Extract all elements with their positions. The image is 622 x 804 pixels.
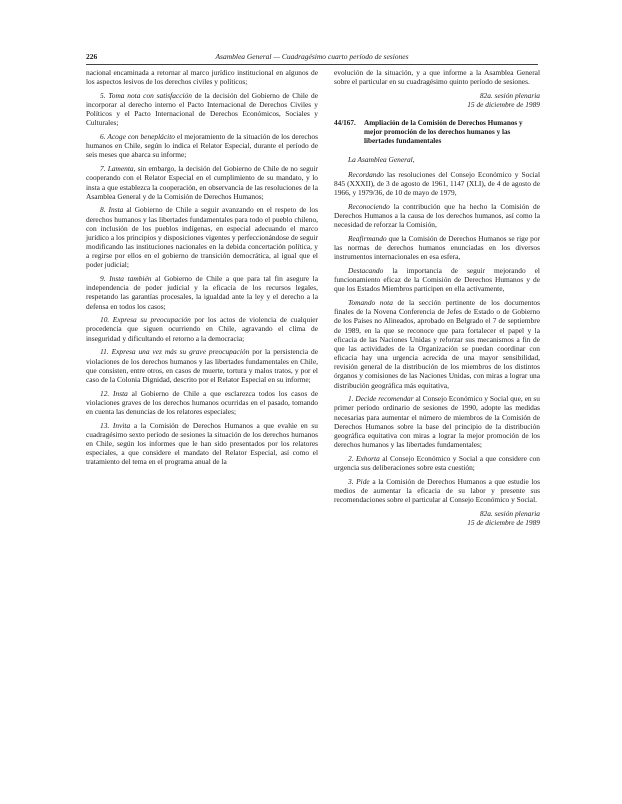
paragraph-text: que la Comisión de Derechos Humanos se rige por las normas de derechos humanos enunciadas en los diversos instrumentos internacionales en esa esfera, [334, 233, 540, 262]
session-date: 15 de diciembre de 1989 [467, 100, 540, 110]
paragraph-lead: 11. Expresa una vez más su grave preocupación [100, 347, 250, 357]
paragraph-lead: 10. Expresa su preocupación [100, 315, 191, 325]
paragraph [86, 347, 318, 384]
paragraph [334, 170, 540, 197]
paragraph [86, 274, 318, 311]
assembly-lead: La Asamblea General, [348, 154, 415, 164]
paragraph-text: la contribución que ha hecho la Comisión de Derechos Humanos a la causa de los derechos humanos, así como la necesidad de reforzar la Comisión, [334, 201, 540, 230]
paragraph [86, 164, 318, 201]
paragraph-text: al Consejo Económico y Social que, en su primer período ordinario de sesiones de 1990, adopte las medidas necesarias para aumentar el número de miembros de la Comisión de Derechos Humanos sobre la base del principio de la distribución geográfica equitativa con miras a lograr la mejor promoción de los derechos humanos y las libertades fundamentales; [334, 394, 540, 450]
paragraph-lead: 12. Insta [100, 388, 128, 398]
paragraph-text: al Consejo Económico y Social a que considere con urgencia sus deliberaciones sobre esta cuestión; [334, 453, 540, 472]
session-line: 82a. sesión plenaria [479, 90, 540, 100]
paragraph-lead: Reconociendo [348, 201, 390, 211]
paragraph-text: a la Comisión de Derechos Humanos a que evalúe en su cuadragésimo sexto período de sesiones la situación de los derechos humanos en Chile, según los informes que le han sido presentados por los relatores especiales, a que considere el mandato del Relator Especial, así como el tratamiento del tema en el programa anual de la [86, 420, 319, 467]
paragraph-text: al Gobierno de Chile a que para tal fin asegure la independencia de poder judicial y la eficacia de los recursos legales, respetando las garantías procesales, la igualdad ante la ley y el derecho a la defensa en todos los casos; [86, 274, 318, 311]
paragraph [86, 132, 318, 159]
session-signature-final [334, 509, 540, 527]
paragraph-lead: 8. Insta [100, 205, 124, 215]
running-head: Asamblea General — Cuadragésimo cuarto período de sesiones [215, 52, 409, 61]
paragraph-text: al Gobierno de Chile a seguir avanzando en el respeto de los derechos humanos y las libertades fundamentales para todo el pueblo chileno, con inclusión de los pueblos indígenas, en especial adecuando el marco jurídico a los principios y disposiciones vigentes y perfeccionándose de seguir modificando las instituciones nacionales en la debida concertación política, y a regirse por ellos en el gobierno de transición democrática, al igual que el poder judicial; [86, 205, 318, 270]
paragraph-text: por la persistencia de violaciones de los derechos humanos y las libertades fundamentales en Chile, que consisten, entre otros, en casos de muerte, tortura y malos tratos, y por el caso de la Colonia Dignidad, descrito por el Relator Especial en su informe; [86, 347, 319, 384]
paragraph-lead: 9. Insta también [100, 274, 152, 284]
operative-block [334, 394, 540, 504]
paragraph-lead: 5. Toma nota con satisfacción [100, 90, 192, 100]
paragraph-text: sin embargo, la decisión del Gobierno de Chile de no seguir cooperando con el Relator Especial en el cumplimiento de su mandato, y lo insta a que establezca la cooperación, en observancia de las resoluciones de la Asamblea General y de la Comisión de Derechos Humanos; [86, 164, 319, 201]
continuation-paragraph: evolución de la situación, y a que informe a la Asamblea General sobre el particular en su cuadragésimo quinto período de sesiones. [334, 68, 540, 87]
paragraph [334, 454, 540, 472]
paragraph [86, 91, 318, 128]
paragraph-lead: Tomando nota [348, 298, 393, 308]
session-signature [334, 91, 540, 109]
right-column [334, 68, 540, 535]
left-column [86, 68, 318, 471]
paragraph-lead: Reafirmando [348, 233, 387, 243]
paragraph-text: las resoluciones del Consejo Económico y Social 845 (XXXII), de 3 de agosto de 1961, 1147 (XLI), de 4 de agosto de 1966, y 1979/36, de 10 de mayo de 1979, [334, 169, 540, 198]
resolution-title: Ampliación de la Comisión de Derechos Humanos y mejor promoción de los derechos humanos y las libertades fundamentales [364, 119, 523, 145]
paragraph-lead: Destacando [348, 266, 384, 276]
paragraph-lead: 1. Decide recomendar [348, 394, 414, 404]
resolution-heading [334, 119, 540, 145]
session-line: 82a. sesión plenaria [479, 508, 540, 518]
paragraph [334, 234, 540, 261]
paragraph-lead: 6. Acoge con beneplácito [100, 132, 175, 142]
paragraph [86, 205, 318, 269]
paragraph-lead: 7. Lamenta, [100, 164, 136, 174]
paragraph-text: el mejoramiento de la situación de los derechos humanos en Chile, según lo indica el Relator Especial, durante el período de seis meses que abarca su informe; [86, 132, 318, 160]
paragraph [86, 389, 318, 416]
paragraph [86, 315, 318, 342]
paragraph [334, 202, 540, 229]
paragraph [334, 394, 540, 449]
paragraph [334, 477, 540, 504]
paragraph [86, 68, 318, 86]
paragraph-lead: 13. Invita [100, 420, 131, 430]
paragraph-text: nacional encaminada a retornar al marco jurídico institucional en algunos de los aspectos lesivos de los derechos civiles y políticos; [86, 68, 318, 87]
paragraph-lead: Recordando [348, 169, 384, 179]
paragraph-lead: 2. Exhorta [348, 453, 380, 463]
paragraph-text: de la sección pertinente de los documentos finales de la Novena Conferencia de Jefes de Estado o de Gobierno de los Países no Alineados, aprobado en Belgrado el 7 de septiembre de 1989, en la que se reconoce que para fortalecer el papel y la eficacia de las Naciones Unidas y reforzar sus mecanismos a fin de que las actividades de la Organización se puedan coordinar con eficacia hay una urgencia acrecida de una mayor sensibilidad, revisión general de la distribución de los miembros de los distintos órganos y comisiones de las Naciones Unidas, con miras a lograr una distribución geográfica más equitativa, [334, 298, 540, 390]
paragraph [86, 421, 318, 467]
paragraph-text: la importancia de seguir mejorando el funcionamiento eficaz de la Comisión de Derechos Humanos y de que los Estados Miembros participen en ella activamente, [334, 266, 540, 294]
session-date: 15 de diciembre de 1989 [467, 517, 540, 527]
paragraph [334, 298, 540, 390]
header-rule [86, 64, 538, 65]
paragraph-text: de la decisión del Gobierno de Chile de incorporar al derecho interno el Pacto Internacional de Derechos Civiles y Políticos y el Pacto Internacional de Derechos Económicos, Sociales y Culturales; [86, 90, 318, 128]
paragraph-text: a la Comisión de Derechos Humanos a que estudie los medios de aumentar la eficacia de su labor y presente sus recomendaciones sobre el particular al Consejo Económico y Social. [334, 476, 541, 505]
paragraph-text: por los actos de violencia de cualquier procedencia que siguen ocurriendo en Chile, agravando el clima de inseguridad y dificultando el retorno a la democracia; [86, 315, 318, 343]
paragraph-lead: 3. Pide [348, 476, 370, 486]
paragraph-text: al Gobierno de Chile a que esclarezca todos los casos de violaciones graves de los derechos humanos ocurridas en el pasado, tomando en cuenta las denuncias de los relatores especiales; [86, 388, 318, 416]
resolution-number: 44/167. [334, 119, 356, 128]
preamble-block [334, 170, 540, 390]
paragraph [334, 266, 540, 293]
page-number: 226 [86, 52, 98, 61]
page-header [86, 52, 538, 64]
